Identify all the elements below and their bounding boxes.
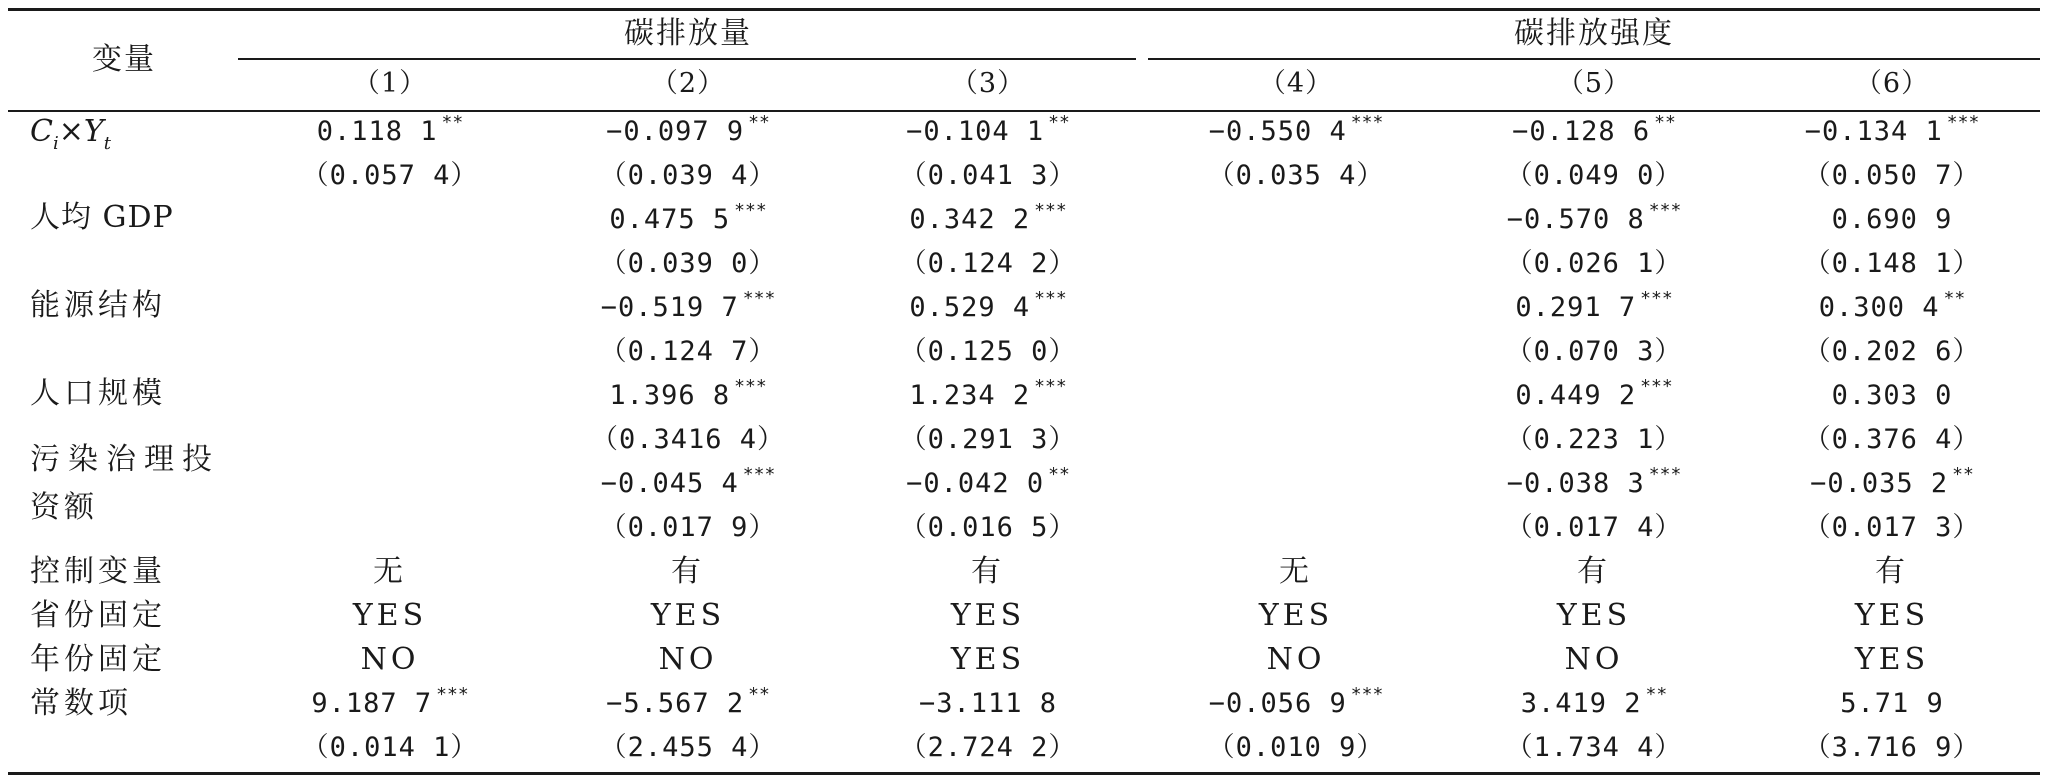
gdp-coef-col3 [909,200,1066,243]
row-label-province-fe: 省份固定 [30,598,166,633]
year_fe-col2 [659,640,718,680]
energy-coef-col2-text: −0.519 7 [600,292,739,323]
population-se-col6-text: （0.376 4） [1803,424,1981,455]
energy-coef-col5-text: 0.291 7 [1515,292,1637,323]
population-se-col5 [1506,420,1683,460]
energy-se-col6-text: （0.202 6） [1803,336,1981,367]
constant-coef-col5 [1521,684,1667,727]
row-label-ciyt: $C_i\times Y_t$ [30,114,111,154]
ciyt-se-col5-text: （0.049 0） [1505,160,1683,191]
province_fe-col5 [1557,596,1631,636]
ciyt-coef-col2 [606,112,770,155]
gdp-coef-col6-text: 0.690 9 [1831,204,1953,235]
constant-coef-col3 [919,684,1057,724]
variable-header: 变量 [92,42,156,77]
ciyt-coef-col1-text: 0.118 1 [316,116,438,147]
constant-coef-col4 [1209,684,1384,727]
energy-coef-col3 [909,288,1066,331]
constant-coef-col1-text: 9.187 7 [311,688,433,719]
constant-se-col5 [1506,728,1683,768]
ciyt-se-col5 [1506,156,1683,196]
pollution-coef-col3-significance: ** [1048,464,1070,485]
constant-se-col1-text: （0.014 1） [301,732,479,763]
ciyt-coef-col5-text: −0.128 6 [1512,116,1651,147]
energy-se-col5-text: （0.070 3） [1505,336,1683,367]
controls-col1-text: 无 [373,554,407,589]
constant-coef-col4-text: −0.056 9 [1208,688,1347,719]
constant-se-col4-text: （0.010 9） [1207,732,1385,763]
energy-coef-col3-text: 0.529 4 [909,292,1031,323]
constant-coef-col2-text: −5.567 2 [606,688,745,719]
year_fe-col4 [1267,640,1326,680]
constant-se-col6-text: （3.716 9） [1803,732,1981,763]
ciyt-coef-col3 [906,112,1070,155]
gdp-coef-col5-text: −0.570 8 [1506,204,1645,235]
constant-coef-col4-significance: *** [1350,684,1384,705]
row-label-pollution-line2: 资额 [30,490,98,525]
gdp-coef-col3-significance: *** [1034,200,1067,221]
ciyt-coef-col4-text: −0.550 4 [1208,116,1347,147]
row-label-population: 人口规模 [30,376,166,411]
year_fe-col3 [951,640,1025,680]
group2-underline [1148,58,2040,60]
bottom-rule [8,772,2040,775]
pollution-coef-col5-text: −0.038 3 [1506,468,1645,499]
population-coef-col3-text: 1.234 2 [909,380,1031,411]
constant-se-col3-text: （2.724 2） [899,732,1077,763]
constant-se-col1 [302,728,479,768]
constant-coef-col6 [1840,684,1944,724]
population-coef-col2-text: 1.396 8 [609,380,731,411]
ciyt-se-col6 [1804,156,1981,196]
ciyt-coef-col2-significance: ** [748,112,770,133]
column-header-4: （4） [1258,68,1334,99]
column-header-1: （1） [352,68,428,99]
gdp-se-col3-text: （0.124 2） [899,248,1077,279]
ciyt-coef-col5-significance: ** [1654,112,1676,133]
gdp-se-col2 [600,244,777,284]
pollution-coef-col3-text: −0.042 0 [906,468,1045,499]
gdp-se-col6 [1804,244,1981,284]
pollution-coef-col2-text: −0.045 4 [600,468,739,499]
column-header-2: （2） [650,68,726,99]
constant-coef-col2 [606,684,770,727]
year_fe-col5 [1565,640,1624,680]
pollution-coef-col6-text: −0.035 2 [1810,468,1949,499]
pollution-se-col6-text: （0.017 3） [1803,512,1981,543]
gdp-coef-col2 [609,200,766,243]
energy-se-col3-text: （0.125 0） [899,336,1077,367]
ciyt-coef-col6 [1805,112,1980,155]
controls-col3-text: 有 [971,554,1005,589]
year_fe-col2-text: NO [658,642,718,677]
constant-se-col6 [1804,728,1981,768]
province_fe-col3 [951,596,1025,636]
group-header-intensity: 碳排放强度 [1514,16,1674,51]
constant-se-col2-text: （2.455 4） [599,732,777,763]
group1-underline [238,58,1136,60]
pollution-se-col2-text: （0.017 9） [599,512,777,543]
gdp-se-col3 [900,244,1077,284]
ciyt-coef-col6-text: −0.134 1 [1804,116,1943,147]
controls-col6-text: 有 [1875,554,1909,589]
row-label-pollution-line1: 污染治理投 [30,442,220,477]
ciyt-coef-col5 [1512,112,1676,155]
ciyt-coef-col4 [1209,112,1384,155]
ciyt-coef-col3-significance: ** [1048,112,1070,133]
energy-coef-col3-significance: *** [1034,288,1067,309]
gdp-coef-col2-text: 0.475 5 [609,204,731,235]
ciyt-se-col3 [900,156,1077,196]
gdp-coef-col2-significance: *** [734,200,767,221]
pollution-se-col2 [600,508,777,548]
constant-se-col3 [900,728,1077,768]
population-se-col2 [591,420,785,460]
year_fe-col1 [361,640,420,680]
constant-se-col4 [1208,728,1385,768]
controls-col2-text: 有 [671,554,705,589]
province_fe-col4 [1259,596,1333,636]
year_fe-col4-text: NO [1266,642,1326,677]
row-label-controls: 控制变量 [30,554,166,589]
ciyt-se-col6-text: （0.050 7） [1803,160,1981,191]
province_fe-col1 [353,596,427,636]
ciyt-coef-col1 [317,112,463,155]
year_fe-col3-text: YES [950,642,1026,677]
row-label-year-fe: 年份固定 [30,642,166,677]
pollution-coef-col6-significance: ** [1952,464,1974,485]
top-rule [8,8,2040,11]
constant-coef-col6-text: 5.71 9 [1840,688,1944,719]
gdp-coef-col6 [1832,200,1953,240]
population-se-col2-text: （0.3416 4） [590,424,786,455]
controls-col1 [373,552,407,592]
gdp-coef-col3-text: 0.342 2 [909,204,1031,235]
column-header-3: （3） [950,68,1026,99]
gdp-se-col2-text: （0.039 0） [599,248,777,279]
province_fe-col2-text: YES [650,598,726,633]
population-coef-col6 [1832,376,1953,416]
gdp-se-col5 [1506,244,1683,284]
ciyt-se-col3-text: （0.041 3） [899,160,1077,191]
pollution-se-col3 [900,508,1077,548]
energy-se-col3 [900,332,1077,372]
population-coef-col6-text: 0.303 0 [1831,380,1953,411]
ciyt-se-col4 [1208,156,1385,196]
population-coef-col2-significance: *** [734,376,767,397]
population-coef-col3 [909,376,1066,419]
population-coef-col3-significance: *** [1034,376,1067,397]
pollution-coef-col2 [601,464,776,507]
pollution-coef-col2-significance: *** [742,464,776,485]
population-coef-col5-text: 0.449 2 [1515,380,1637,411]
energy-coef-col6-text: 0.300 4 [1818,292,1940,323]
province_fe-col1-text: YES [352,598,428,633]
energy-coef-col5-significance: *** [1640,288,1673,309]
pollution-coef-col6 [1810,464,1974,507]
ciyt-coef-col2-text: −0.097 9 [606,116,745,147]
energy-se-col2-text: （0.124 7） [599,336,777,367]
pollution-se-col5-text: （0.017 4） [1505,512,1683,543]
group-header-emission: 碳排放量 [624,16,752,51]
energy-coef-col6 [1819,288,1965,331]
pollution-se-col6 [1804,508,1981,548]
row-label-energy: 能源结构 [30,288,166,323]
row-label-constant: 常数项 [30,686,132,721]
energy-se-col6 [1804,332,1981,372]
ciyt-coef-col4-significance: *** [1350,112,1384,133]
energy-coef-col2 [601,288,776,331]
pollution-se-col3-text: （0.016 5） [899,512,1077,543]
gdp-coef-col5 [1507,200,1682,243]
province_fe-col6 [1855,596,1929,636]
energy-se-col2 [600,332,777,372]
year_fe-col1-text: NO [360,642,420,677]
year_fe-col6-text: YES [1854,642,1930,677]
row-label-gdp: 人均 GDP [30,200,174,235]
column-header-6: （6） [1854,68,1930,99]
population-se-col3 [900,420,1077,460]
gdp-coef-col5-significance: *** [1648,200,1682,221]
ciyt-se-col2 [600,156,777,196]
controls-col4-text: 无 [1279,554,1313,589]
column-header-5: （5） [1556,68,1632,99]
constant-se-col2 [600,728,777,768]
ciyt-coef-col3-text: −0.104 1 [906,116,1045,147]
province_fe-col6-text: YES [1854,598,1930,633]
population-se-col3-text: （0.291 3） [899,424,1077,455]
energy-coef-col2-significance: *** [742,288,776,309]
constant-coef-col5-text: 3.419 2 [1520,688,1642,719]
pollution-coef-col3 [906,464,1070,507]
population-coef-col5-significance: *** [1640,376,1673,397]
controls-col3 [971,552,1005,592]
gdp-se-col5-text: （0.026 1） [1505,248,1683,279]
constant-coef-col3-text: −3.111 8 [918,688,1058,719]
ciyt-se-col2-text: （0.039 4） [599,160,777,191]
energy-coef-col6-significance: ** [1943,288,1966,309]
ciyt-coef-col1-significance: ** [441,112,464,133]
energy-coef-col5 [1515,288,1672,331]
pollution-coef-col5 [1507,464,1682,507]
population-coef-col2 [609,376,766,419]
constant-coef-col1-significance: *** [436,684,469,705]
province_fe-col3-text: YES [950,598,1026,633]
ciyt-coef-col6-significance: *** [1946,112,1980,133]
constant-se-col5-text: （1.734 4） [1505,732,1683,763]
ciyt-se-col4-text: （0.035 4） [1207,160,1385,191]
population-se-col6 [1804,420,1981,460]
population-coef-col5 [1515,376,1672,419]
population-se-col5-text: （0.223 1） [1505,424,1683,455]
gdp-se-col6-text: （0.148 1） [1803,248,1981,279]
ciyt-se-col1 [302,156,479,196]
ciyt-se-col1-text: （0.057 4） [301,160,479,191]
controls-col5-text: 有 [1577,554,1611,589]
province_fe-col4-text: YES [1258,598,1334,633]
controls-col4 [1279,552,1313,592]
controls-col5 [1577,552,1611,592]
constant-coef-col2-significance: ** [748,684,770,705]
constant-coef-col5-significance: ** [1645,684,1668,705]
controls-col6 [1875,552,1909,592]
constant-coef-col1 [311,684,468,727]
energy-se-col5 [1506,332,1683,372]
controls-col2 [671,552,705,592]
year_fe-col5-text: NO [1564,642,1624,677]
pollution-coef-col5-significance: *** [1648,464,1682,485]
province_fe-col5-text: YES [1556,598,1632,633]
province_fe-col2 [651,596,725,636]
pollution-se-col5 [1506,508,1683,548]
year_fe-col6 [1855,640,1929,680]
